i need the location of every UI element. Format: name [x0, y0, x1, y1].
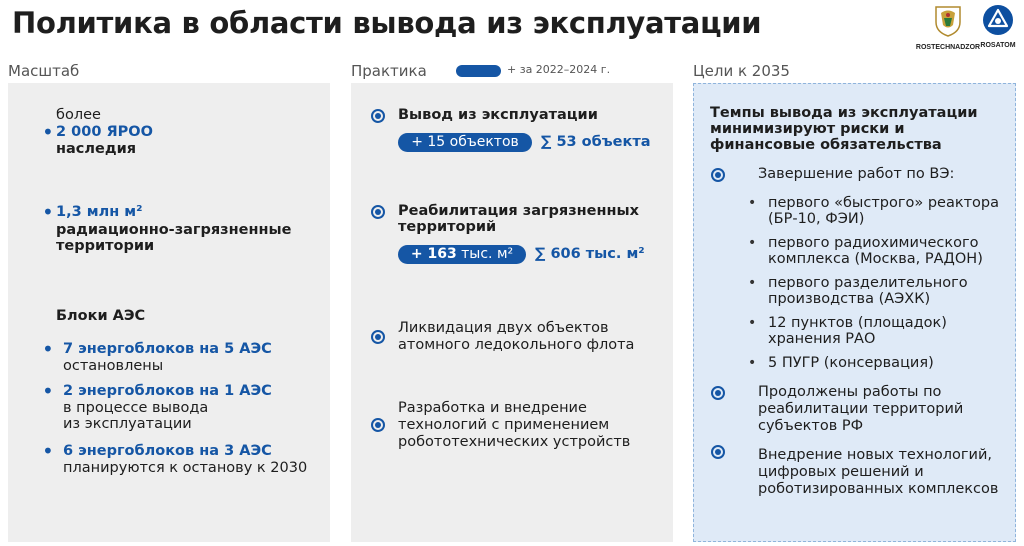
goals-item2-text: реабилитации территорий [758, 401, 964, 417]
practice-item2-total: ∑ 606 тыс. м² [535, 246, 645, 262]
npp-item-text: из эксплуатации [63, 416, 192, 432]
npp-item-text: в процессе вывода [63, 400, 209, 416]
scale-item1-pre: более [56, 107, 101, 123]
npp-item-text: планируются к останову к 2030 [63, 460, 308, 476]
page-title: Политика в области вывода из эксплуатации [12, 6, 762, 40]
practice-item4-text: технологий с применением [398, 417, 610, 433]
goals-sub-item: комплекса (Москва, РАДОН) [768, 251, 983, 267]
npp-item-title: 6 энергоблоков на 3 АЭС [63, 443, 272, 459]
scale-item1-label: наследия [56, 141, 137, 157]
target-bullet-icon [711, 168, 725, 182]
practice-item2-title: Реабилитация загрязненных [398, 203, 640, 219]
goals-sub-item: 12 пунктов (площадок) [768, 315, 947, 331]
goals-headline: финансовые обязательства [710, 137, 942, 153]
goals-sub-item: (БР-10, ФЭИ) [768, 211, 865, 227]
npp-item-title: 7 энергоблоков на 5 АЭС [63, 341, 272, 357]
goals-item3-text: цифровых решений и [758, 464, 924, 480]
target-bullet-icon [371, 330, 385, 344]
practice-item4-text: Разработка и внедрение [398, 400, 587, 416]
goals-sub-item: первого разделительного [768, 275, 968, 291]
scale-item2-label: радиационно-загрязненные [56, 222, 292, 238]
emblem-icon [933, 4, 963, 38]
practice-item2-badge [398, 245, 526, 264]
practice-item1-total: ∑ 53 объекта [541, 134, 651, 150]
goals-sub-item: первого «быстрого» реактора [768, 195, 1000, 211]
sub-bullet-icon: • [748, 315, 757, 331]
practice-item3-text: Ликвидация двух объектов [398, 320, 609, 336]
target-bullet-icon [371, 205, 385, 219]
sub-bullet-icon: • [748, 235, 757, 251]
bullet-icon: • [42, 439, 54, 463]
npp-item-text: остановлены [63, 358, 164, 374]
legend-marker [456, 65, 501, 77]
target-bullet-icon [371, 109, 385, 123]
goals-item1-title: Завершение работ по ВЭ: [758, 166, 955, 182]
sub-bullet-icon: • [748, 355, 757, 371]
sub-bullet-icon: • [748, 275, 757, 291]
badge-value: + 163 [410, 246, 457, 262]
sub-bullet-icon: • [748, 195, 757, 211]
bullet-icon: • [42, 379, 54, 403]
npp-item-title: 2 энергоблоков на 1 АЭС [63, 383, 272, 399]
practice-item3-text: атомного ледокольного флота [398, 337, 635, 353]
bullet-icon: • [42, 200, 54, 224]
bullet-icon: • [42, 337, 54, 361]
rosatom-logo [975, 4, 1021, 49]
target-bullet-icon [371, 418, 385, 432]
practice-item4-text: робототехнических устройств [398, 434, 631, 450]
practice-item1-badge: + 15 объектов [398, 133, 532, 152]
goals-headline: минимизируют риски и [710, 121, 905, 137]
scale-item2-label: территории [56, 238, 155, 254]
goals-item2-text: Продолжены работы по [758, 384, 942, 400]
column-header-practice: Практика [351, 62, 427, 80]
goals-sub-item: первого радиохимического [768, 235, 979, 251]
goals-item3-text: Внедрение новых технологий, [758, 447, 992, 463]
target-bullet-icon [711, 445, 725, 459]
scale-item2-value: 1,3 млн м² [56, 204, 143, 220]
column-header-scale: Масштаб [8, 62, 80, 80]
bullet-icon: • [42, 120, 54, 144]
column-header-goals: Цели к 2035 [693, 62, 790, 80]
scale-item1-value: 2 000 ЯРОО [56, 124, 153, 140]
goals-item3-text: роботизированных комплексов [758, 481, 999, 497]
goals-item2-text: субъектов РФ [758, 418, 864, 434]
goals-sub-item: хранения РАО [768, 331, 876, 347]
logo-right-label: ROSATOM [980, 42, 1016, 49]
logo-left-label: ROSTECHNADZOR [915, 44, 981, 51]
practice-item2-title: территорий [398, 219, 497, 235]
legend-label: + за 2022–2024 г. [507, 63, 611, 76]
practice-item1-title: Вывод из эксплуатации [398, 107, 598, 123]
goals-headline: Темпы вывода из эксплуатации [710, 105, 978, 121]
goals-sub-item: производства (АЭХК) [768, 291, 931, 307]
goals-sub-item: 5 ПУГР (консервация) [768, 355, 934, 371]
badge-unit: тыс. м² [456, 246, 514, 262]
npp-section-title: Блоки АЭС [56, 308, 146, 324]
target-bullet-icon [711, 386, 725, 400]
atom-icon [982, 4, 1014, 36]
